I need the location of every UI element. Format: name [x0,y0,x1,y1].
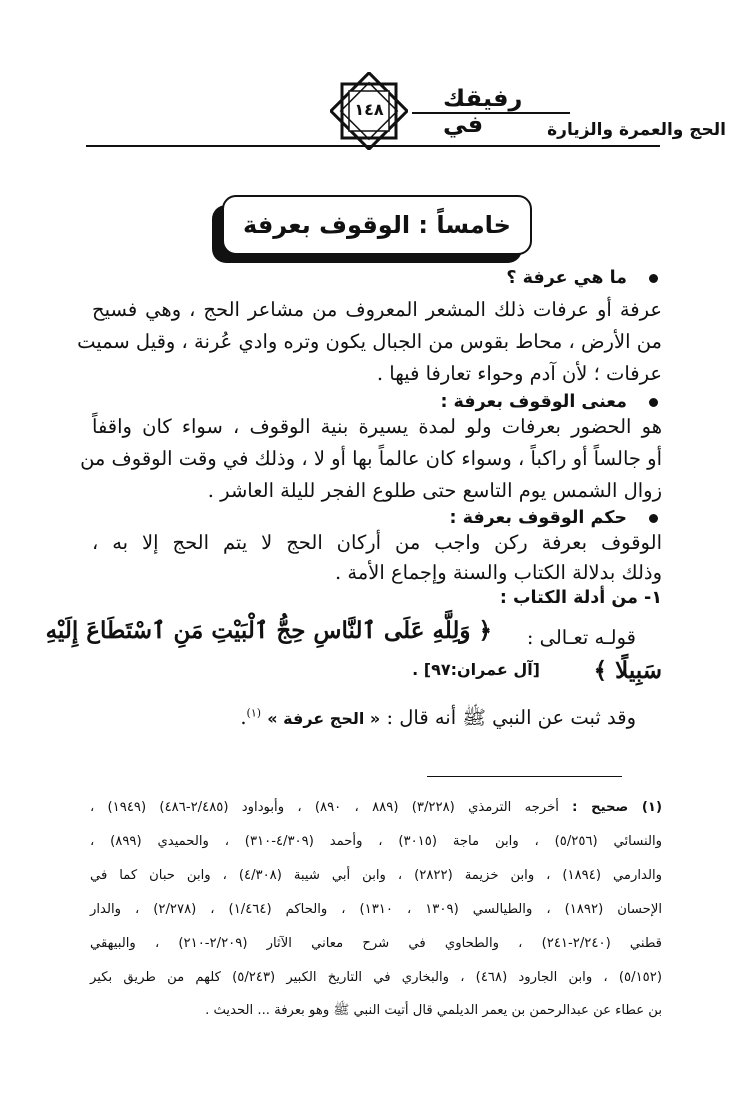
page-number: ١٤٨ [354,100,384,119]
footnote-marker: (١) [246,706,262,720]
paragraph-line: عرفة أو عرفات ذلك المشعر المعروف من مشاعر الحج ، وهي فسيح [92,298,662,321]
footnote-line [90,800,662,815]
footnote-line: والدارمي (١٨٩٤) ، وابن خزيمة (٢٨٢٢) ، وابن أبي شيبة (٤/٣٠٨) ، وابن حبان كما في [90,868,663,883]
quran-verse-line: ﴿ وَلِلَّهِ عَلَى ٱلنَّاسِ حِجُّ ٱلْبَيْتِ مَنِ ٱسْتَطَاعَ إِلَيْهِ [45,617,492,644]
bullet-icon [649,514,658,523]
header-rule-top [412,112,570,114]
heading-what-is-arafah: ما هي عرفة ؟ [506,268,658,288]
footnote-line: بن عطاء عن عبدالرحمن بن يعمر الديلمي قال أتيت النبي ﷺ وهو بعرفة ... الحديث . [205,1003,662,1018]
footnote-label: (١) صحيح : [572,800,663,815]
heading-meaning-of-standing: معنى الوقوف بعرفة : [440,392,658,412]
section-title-box [222,195,532,255]
footnote-line: والنسائي (٥/٢٥٦) ، وابن ماجة (٣٠١٥) ، وأحمد (٤/٣٠٩-٣١٠) ، والحميدي (٨٩٩) ، [90,834,662,849]
book-title: رفيقك في [443,86,523,138]
hadith-text: « الحج عرفة » [267,709,381,728]
paragraph-line: هو الحضور بعرفات ولو لمدة يسيرة بنية الوقوف ، سواء كان واقفاً [92,415,662,438]
verse-intro: قولـه تعـالى : [526,626,636,649]
bullet-icon [649,398,658,407]
hadith-line [240,706,636,734]
bullet-icon [649,274,658,283]
verse-reference: [آل عمران:٩٧] . [412,660,540,679]
quran-verse-line: سَبِيلًا ﴾ [593,657,662,684]
book-subtitle: الحج والعمرة والزيارة [547,120,726,140]
paragraph-line: أو جالساً أو راكباً ، وسواء كان عالماً بها أو لا ، وذلك في وقت الوقوف من [80,447,662,470]
footnote-line: (٥/١٥٢) ، وابن الجارود (٤٦٨) ، والبخاري في التاريخ الكبير (٥/٢٤٣) كلهم من طريق بكير [90,970,662,985]
paragraph-line: وذلك بدلالة الكتاب والسنة وإجماع الأمة . [334,561,662,584]
heading-ruling: حكم الوقوف بعرفة : [450,508,659,528]
heading-evidence-from-book: ١- من أدلة الكتاب : [499,588,662,608]
paragraph-line: عرفات ؛ لأن آدم وحواء تعارفا فيها . [376,362,662,385]
hadith-end: . [240,706,247,729]
hadith-intro: وقد ثبت عن النبي ﷺ أنه قال : [386,706,636,729]
footnote-separator [427,776,622,777]
paragraph-line: من الأرض ، محاط بقوس من الجبال يكون وتره وادي عُرنة ، وقيل سميت [77,330,662,353]
section-title: خامساً : الوقوف بعرفة [243,211,511,239]
paragraph-line: الوقوف بعرفة ركن واجب من أركان الحج لا يتم الحج إلا به ، [92,531,662,554]
footnote-text: أخرجه الترمذي (٣/٢٢٨) (٨٨٩ ، ٨٩٠) ، وأبوداود (٢/٤٨٥-٤٨٦) (١٩٤٩) ، [90,800,559,815]
paragraph-line: زوال الشمس يوم التاسع حتى طلوع الفجر لليلة العاشر . [207,479,662,502]
footnote-line: الإحسان (١٨٩٢) ، والطيالسي (١٣٠٩ ، ١٣١٠) ، والحاكم (١/٤٦٤) ، (٢/٢٧٨) ، والدار [90,902,662,917]
footnote-line: قطني (٢/٢٤٠-٢٤١) ، والطحاوي في شرح معاني الآثار (٢/٢٠٩-٢١٠) ، والبيهقي [90,936,662,951]
